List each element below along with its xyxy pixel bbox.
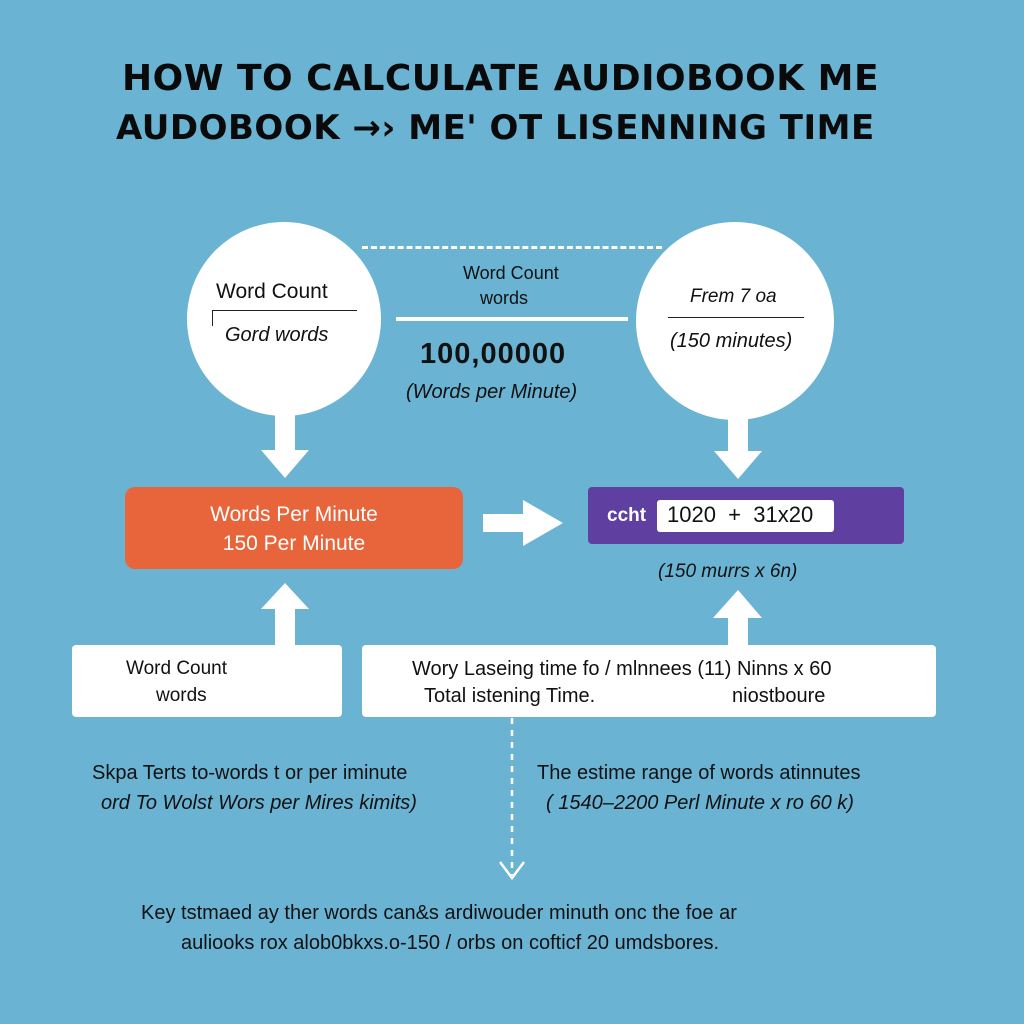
word-count-circle-sub: Gord words — [225, 324, 329, 346]
listening-time-circle-sub: (150 minutes) — [670, 330, 793, 352]
note-left-line-2: ord To Wolst Wors per Mires kimits) — [101, 792, 417, 814]
listening-time-box-line-2-right: niostboure — [732, 685, 826, 707]
arrow-down-right — [714, 415, 762, 479]
middle-caption: (Words per Minute) — [406, 381, 578, 403]
note-right-line-2: ( 1540–2200 Perl Minute x ro 60 k) — [546, 792, 854, 814]
footer-line-2: auliooks rox alob0bkxs.o-150 / orbs on cofticf 20 umdsbores. — [181, 932, 720, 954]
arrow-down-left — [261, 412, 309, 478]
middle-label-line-1: Word Count — [463, 263, 559, 283]
calculation-caption: (150 murrs x 6n) — [658, 561, 798, 582]
formula-text: 1020 + 31x20 — [667, 502, 814, 527]
page-title-line-1: HOW TO CALCULATE AUDIOBOOK ME — [122, 58, 880, 99]
arrow-dashed-down — [500, 718, 524, 878]
word-count-circle-label: Word Count — [216, 280, 328, 303]
arrow-up-right — [713, 590, 762, 647]
middle-label-line-2: words — [480, 288, 529, 308]
words-per-minute-box-line-1: Words Per Minute — [210, 503, 378, 526]
listening-time-circle-label: Frem 7 oa — [690, 286, 777, 307]
listening-time-box-line-2-left: Total istening Time. — [424, 685, 596, 707]
page-title-line-2: AUDOBOOK →› ME' OT LISENNING TIME — [116, 108, 875, 148]
middle-value: 100,00000 — [420, 338, 567, 370]
arrow-up-left — [261, 583, 309, 647]
arrow-right-middle — [483, 500, 563, 546]
calculation-box-prefix: ccht — [607, 505, 647, 526]
note-left-line-1: Skpa Terts to-words t or per iminute — [92, 762, 408, 784]
note-right-line-1: The estime range of words atinnutes — [537, 762, 861, 784]
words-per-minute-box-line-2: 150 Per Minute — [222, 532, 366, 555]
word-count-box-line-1: Word Count — [126, 658, 228, 679]
listening-time-box-line-1: Wory Laseing time fo / mlnnees (11) Ninns x 60 — [412, 658, 832, 680]
word-count-box-line-2: words — [156, 685, 207, 706]
footer-line-1: Key tstmaed ay ther words can&s ardiwouder minuth onc the foe ar — [141, 902, 737, 924]
